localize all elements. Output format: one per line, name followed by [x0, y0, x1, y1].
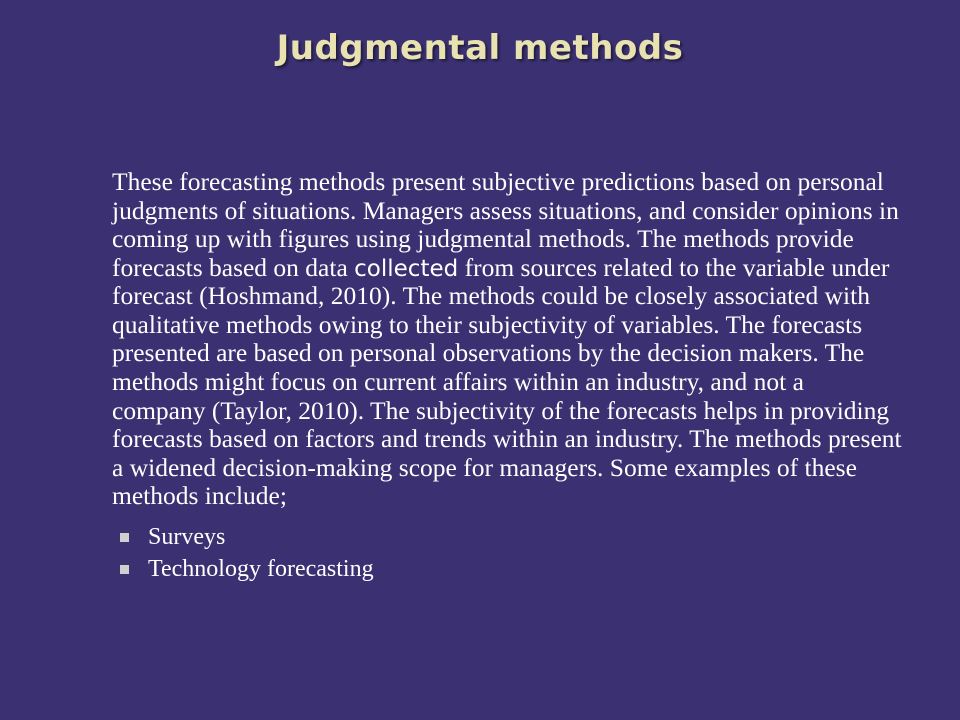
slide-body	[112, 168, 902, 586]
paragraph-segment-1: These forecasting methods present subjective predictions based on personal judgments of situations. Managers assess situations, and consider opinions in coming up with figures using judgmental methods. The methods provide forecasts based on data	[112, 167, 899, 282]
list-item-label: Surveys	[148, 523, 226, 550]
paragraph-emphasis-word: collected	[354, 255, 459, 282]
list-item	[112, 521, 902, 553]
list-item-label: Technology forecasting	[148, 556, 374, 583]
page-title: Judgmental methods	[276, 28, 684, 68]
square-bullet-icon	[120, 533, 129, 542]
body-paragraph	[112, 168, 902, 511]
paragraph-segment-2: from sources related to the variable under forecast (Hoshmand, 2010). The methods could be closely associated with qualitative methods owing to their subjectivity of variables. The forecasts presented are based on personal observations by the decision makers. The methods might focus on current affairs within an industry, and not a company (Taylor, 2010). The subjectivity of the forecasts helps in providing forecasts based on factors and trends within an industry. The methods present a widened decision-making scope for managers. Some examples of these methods include;	[112, 252, 902, 511]
list-item	[112, 553, 902, 585]
bullet-list	[112, 521, 902, 586]
square-bullet-icon	[120, 565, 129, 574]
